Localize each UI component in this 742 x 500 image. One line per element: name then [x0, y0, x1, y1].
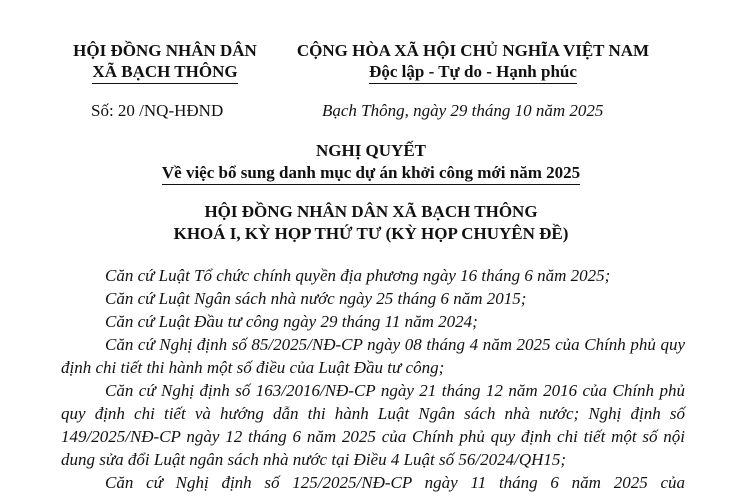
- legal-basis-item: Căn cứ Luật Đầu tư công ngày 29 tháng 11 năm 2024;: [105, 312, 478, 331]
- org-name-line1: HỘI ĐỒNG NHÂN DÂN: [73, 41, 257, 60]
- place-date: Bạch Thông, ngày 29 tháng 10 năm 2025: [322, 101, 604, 120]
- legal-basis-item: Căn cứ Nghị định số 85/2025/NĐ-CP ngày 08 tháng 4 năm 2025 của Chính phủ quy định chi tiết thi hành một số điều của Luật Đầu tư công;: [61, 335, 685, 377]
- document-number: Số: 20 /NQ-HĐND: [91, 101, 224, 120]
- document-subject-wrap: [0, 163, 742, 185]
- org-name-line2: XÃ BẠCH THÔNG: [92, 61, 237, 84]
- nation-name: CỘNG HÒA XÃ HỘI CHỦ NGHĨA VIỆT NAM: [296, 41, 650, 60]
- council-name: HỘI ĐỒNG NHÂN DÂN XÃ BẠCH THÔNG: [204, 202, 538, 221]
- legal-basis: [61, 264, 685, 494]
- document-subject: Về việc bổ sung danh mục dự án khởi công mới năm 2025: [162, 163, 580, 185]
- legal-basis-item: Căn cứ Nghị định số 125/2025/NĐ-CP ngày 11 tháng 6 năm 2025 của: [105, 473, 685, 492]
- national-motto: Độc lập - Tự do - Hạnh phúc: [369, 61, 577, 84]
- national-header: [292, 40, 654, 84]
- legal-basis-item: Căn cứ Nghị định số 163/2016/NĐ-CP ngày 21 tháng 12 năm 2016 của Chính phủ quy định chi tiết và hướng dẫn thi hành Luật Ngân sách nhà nước; Nghị định số 149/2025/NĐ-CP ngày 12 tháng 6 năm 2025 của Chính phủ quy định chi tiết một số nội dung sửa đổi Luật ngân sách nhà nước tại Điều 4 Luật số 56/2024/QH15;: [61, 381, 685, 469]
- document-type: NGHỊ QUYẾT: [315, 141, 427, 160]
- legal-basis-item: Căn cứ Luật Tổ chức chính quyền địa phương ngày 16 tháng 6 năm 2025;: [105, 266, 611, 285]
- council-session: KHOÁ I, KỲ HỌP THỨ TƯ (KỲ HỌP CHUYÊN ĐỀ): [173, 224, 569, 243]
- legal-basis-item: Căn cứ Luật Ngân sách nhà nước ngày 25 tháng 6 năm 2015;: [105, 289, 527, 308]
- issuing-organization: [72, 40, 258, 84]
